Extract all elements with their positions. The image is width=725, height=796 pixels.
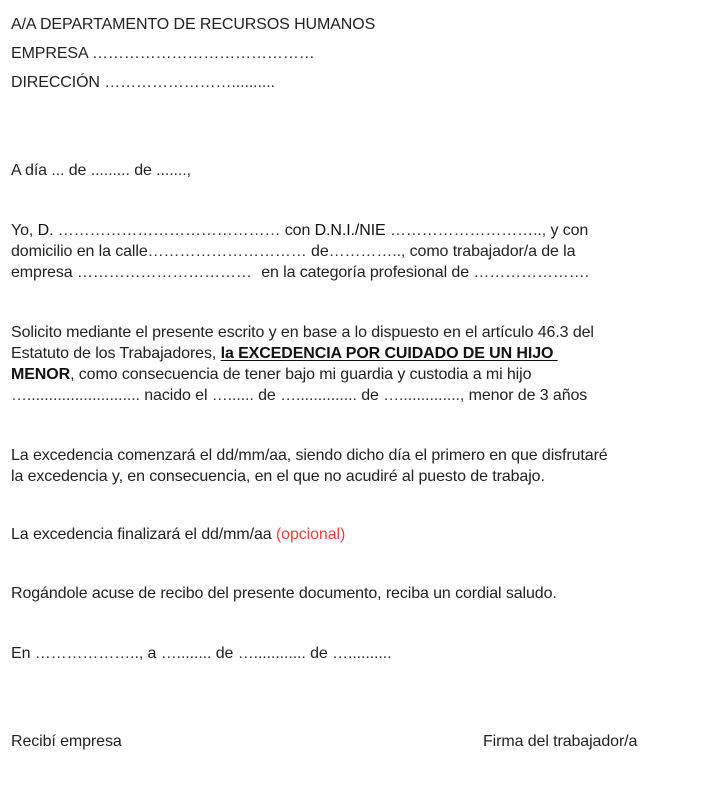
sign-month-field[interactable]: …............ <box>237 645 306 662</box>
worker-signature-label <box>483 731 637 752</box>
request-line-1 <box>11 322 594 343</box>
name-field[interactable]: …………………………………… <box>57 222 281 239</box>
recipient-line <box>11 14 375 35</box>
request-text-3: , como consecuencia de tener bajo mi guardia y custodia a mi hijo <box>70 366 532 383</box>
date-line <box>11 160 191 181</box>
street-de: de <box>311 243 329 260</box>
address-line <box>11 72 275 93</box>
leave-type-emphasis-end: MENOR <box>11 366 71 383</box>
birth-year-field[interactable]: ….............., <box>383 387 465 404</box>
start-text-1: La excedencia comenzará el dd/mm/aa, siendo dicho día el primero en que disfrutaré <box>11 447 608 464</box>
place-date-line <box>11 643 391 664</box>
child-name-field[interactable]: ….......................... <box>11 387 140 404</box>
employer-field[interactable]: …………………………… <box>76 264 252 281</box>
date-month-field[interactable]: ......... <box>90 162 130 179</box>
birth-de-1: de <box>258 387 276 404</box>
recipient-text: A/A DEPARTAMENTO DE RECURSOS HUMANOS <box>11 16 376 33</box>
date-de-1: de <box>68 162 87 179</box>
request-line-3 <box>11 364 531 385</box>
id-label: D.N.I./NIE <box>314 222 386 239</box>
id-field[interactable]: ……………………….., <box>389 222 547 239</box>
employer-prefix: empresa <box>11 264 73 281</box>
start-text-2: la excedencia y, en consecuencia, en el que no acudiré al puesto de trabajo. <box>11 468 545 485</box>
identity-line-2-suffix: como trabajador/a de la <box>409 243 576 260</box>
identity-title: D. <box>37 222 54 239</box>
birth-day-field[interactable]: …...... <box>211 387 254 404</box>
date-day-field[interactable]: ... <box>51 162 65 179</box>
end-line <box>11 524 345 545</box>
sign-day-field[interactable]: …........ <box>160 645 212 662</box>
street-field[interactable]: ………………………… <box>147 243 307 260</box>
worker-signature-text: Firma del trabajador/a <box>483 733 638 750</box>
street-number-field[interactable]: ………….., <box>328 243 406 260</box>
place-a: a <box>147 645 157 662</box>
place-prefix: En <box>11 645 31 662</box>
request-line-4 <box>11 385 587 406</box>
identity-line-1-suffix: y con <box>550 222 589 239</box>
company-field[interactable]: …………………………………… <box>92 45 315 62</box>
request-text-1: Solicito mediante el presente escrito y en base a lo dispuesto en el artículo 46.3 del <box>11 324 594 341</box>
optional-note: (opcional) <box>275 526 346 543</box>
identity-line-2 <box>11 241 575 262</box>
identity-line-3 <box>11 262 589 283</box>
request-line-2 <box>11 343 558 364</box>
birth-month-field[interactable]: ….............. <box>280 387 357 404</box>
request-text-2: Estatuto de los Trabajadores, <box>11 345 217 362</box>
identity-line-1 <box>11 220 588 241</box>
born-label: nacido el <box>144 387 208 404</box>
closing-line <box>11 583 557 604</box>
sign-year-field[interactable]: ….......... <box>332 645 392 662</box>
birth-de-2: de <box>361 387 379 404</box>
date-de-2: de <box>134 162 152 179</box>
start-line-1 <box>11 445 608 466</box>
company-label: EMPRESA <box>11 45 88 62</box>
address-field[interactable]: …………………….......... <box>104 74 275 91</box>
category-label: en la categoría profesional de <box>261 264 470 281</box>
company-signature-label <box>11 731 122 752</box>
closing-text: Rogándole acuse de recibo del presente documento, reciba un cordial saludo. <box>11 585 557 602</box>
start-line-2 <box>11 466 545 487</box>
address-label: DIRECCIÓN <box>11 74 100 91</box>
sign-de-2: de <box>310 645 328 662</box>
category-field[interactable]: …………………. <box>473 264 590 281</box>
leave-type-emphasis: la EXCEDENCIA POR CUIDADO DE UN HIJO <box>220 345 558 362</box>
company-line <box>11 43 315 64</box>
end-text: La excedencia finalizará el dd/mm/aa <box>11 526 272 543</box>
identity-con: con <box>284 222 311 239</box>
place-field[interactable]: ……………….., <box>34 645 144 662</box>
identity-prefix: Yo, <box>11 222 34 239</box>
age-note: menor de 3 años <box>468 387 588 404</box>
sign-de-1: de <box>215 645 234 662</box>
company-signature-text: Recibí empresa <box>11 733 122 750</box>
date-year-field[interactable]: ......., <box>156 162 191 179</box>
street-prefix: domicilio en la calle <box>11 243 148 260</box>
date-prefix: A día <box>11 162 47 179</box>
